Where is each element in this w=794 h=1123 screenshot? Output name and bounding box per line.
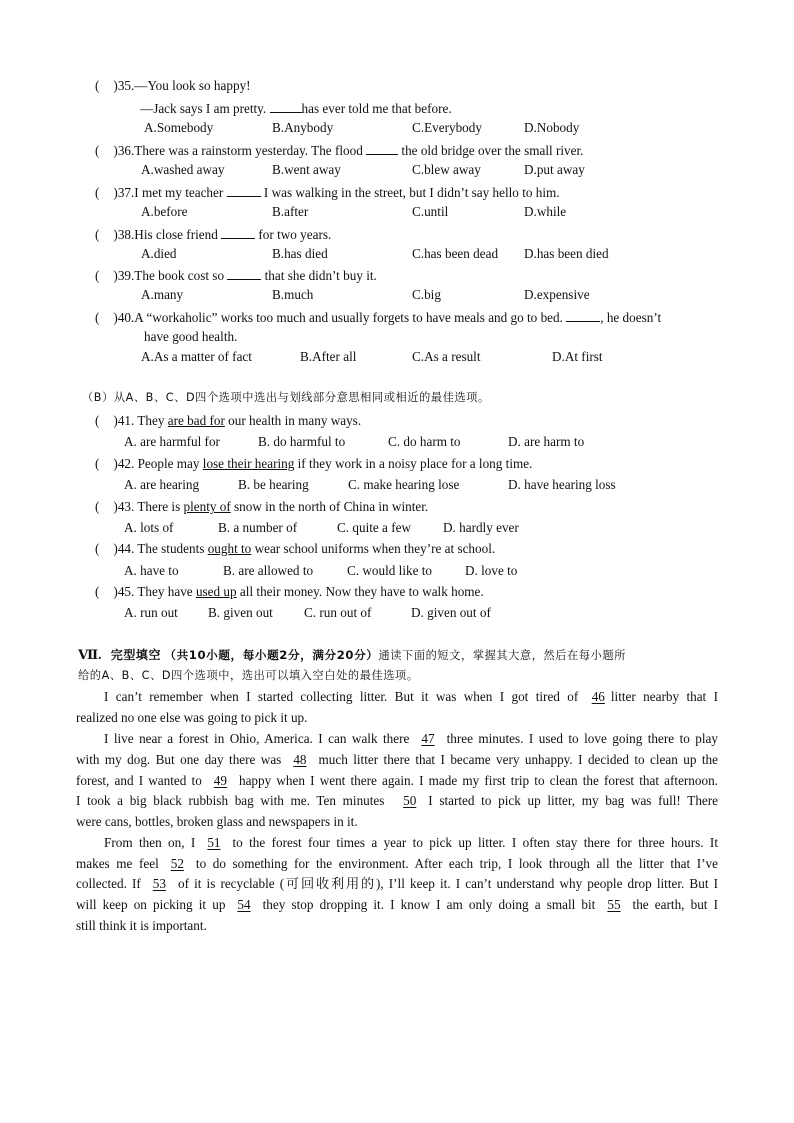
option-b: B. be hearing (238, 477, 309, 492)
section-instruction: 通读下面的短文，掌握其大意，然后在每小题所 (378, 649, 627, 662)
passage-line: I took a big black rubbish bag with me. Ten minutes 50 I started to pick up litter, my bag was full! There (76, 793, 719, 808)
option-d: D.has been died (524, 246, 609, 261)
option-d: D. given out of (411, 605, 491, 620)
option-c: C.big (412, 287, 441, 302)
option-d: D.put away (524, 162, 585, 177)
question-35-line2: —Jack says I am pretty. has ever told me that before. (140, 101, 452, 116)
answer-paren-open[interactable]: ( (95, 541, 100, 556)
option-b: B.Anybody (272, 120, 334, 135)
passage-line: forest, and I wanted to 49 happy when I went there again. I made my first trip to clean the forest that afternoon. (76, 773, 718, 788)
question-45: ( )45. They have used up all their money. Now they have to walk home. (95, 584, 484, 599)
blank-47[interactable]: 47 (421, 731, 435, 746)
answer-blank (566, 308, 600, 322)
section-numeral: Ⅶ. (78, 647, 102, 662)
option-a: A. are hearing (124, 477, 200, 492)
underlined-phrase: lose their hearing (202, 456, 295, 471)
passage-line: realized no one else was going to pick it up. (76, 710, 308, 725)
option-a: A.washed away (141, 162, 225, 177)
option-d: D. hardly ever (443, 520, 519, 535)
option-a: A.died (141, 246, 177, 261)
option-c: C.has been dead (412, 246, 499, 261)
answer-blank (221, 225, 255, 239)
option-d: D.while (524, 204, 567, 219)
option-b: B.after (272, 204, 309, 219)
section-scoring: （共10小题，每小题2分，满分20分） (164, 648, 379, 662)
option-d: D. have hearing loss (508, 477, 616, 492)
blank-55[interactable]: 55 (607, 897, 621, 912)
option-d: D. are harm to (508, 434, 585, 449)
question-36: ( )36.There was a rainstorm yesterday. The flood the old bridge over the small river. (95, 143, 584, 158)
answer-blank (366, 141, 398, 155)
answer-paren-open[interactable]: ( (95, 584, 100, 599)
answer-paren-open[interactable]: ( (95, 499, 100, 514)
answer-paren-open[interactable]: ( (95, 310, 100, 325)
question-42: ( )42. People may lose their hearing if they work in a noisy place for a long time. (95, 456, 533, 471)
answer-blank (227, 183, 261, 197)
section-heading (78, 647, 718, 664)
option-b: B.went away (272, 162, 341, 177)
underlined-phrase: plenty of (183, 499, 231, 514)
answer-paren-open[interactable]: ( (95, 456, 100, 471)
option-d: D. love to (465, 563, 518, 578)
option-c: C. run out of (304, 605, 372, 620)
passage-line: collected. If 53 of it is recyclable (可回收利用的), I’ll keep it. I can’t understand why people drop litter. But I (76, 876, 718, 891)
option-a: A.Somebody (144, 120, 214, 135)
answer-blank (270, 99, 302, 113)
question-38: ( )38.His close friend for two years. (95, 227, 332, 242)
passage-line: I can’t remember when I started collecting litter. But it was when I got tired of 46 litter nearby that I (104, 689, 719, 704)
option-b: B. a number of (218, 520, 298, 535)
question-41: ( )41. They are bad for our health in many ways. (95, 413, 362, 428)
blank-46[interactable]: 46 (591, 689, 605, 704)
passage-line: makes me feel 52 to do something for the environment. After each trip, I look through all the litter that I’ve (76, 856, 718, 871)
blank-52[interactable]: 52 (170, 856, 184, 871)
blank-50[interactable]: 50 (403, 793, 417, 808)
option-b: B.much (272, 287, 314, 302)
option-c: C.Everybody (412, 120, 482, 135)
passage-line: will keep on picking it up 54 they stop dropping it. I know I am only doing a small bit 55 the earth, but I (76, 897, 718, 912)
option-b: B.After all (300, 349, 357, 364)
blank-49[interactable]: 49 (213, 773, 227, 788)
answer-paren-open[interactable]: ( (95, 413, 100, 428)
passage-line: From then on, I 51 to the forest four times a year to pick up litter. I often stay there for three hours. It (104, 835, 718, 850)
option-c: C.As a result (412, 349, 481, 364)
section-title: 完型填空 (110, 648, 162, 662)
blank-51[interactable]: 51 (207, 835, 221, 850)
option-c: C.blew away (412, 162, 481, 177)
option-a: A. lots of (124, 520, 174, 535)
option-d: D.At first (552, 349, 603, 364)
question-37: ( )37.I met my teacher I was walking in the street, but I didn’t say hello to him. (95, 185, 560, 200)
passage-line: were cans, bottles, broken glass and newspapers in it. (76, 814, 358, 829)
underlined-phrase: are bad for (167, 413, 225, 428)
option-a: A.As a matter of fact (141, 349, 252, 364)
option-c: C.until (412, 204, 449, 219)
question-40-line2: have good health. (144, 329, 238, 344)
answer-paren-open[interactable]: ( (95, 268, 100, 283)
option-a: A. run out (124, 605, 178, 620)
passage-line: with my dog. But one day there was 48 much litter there that I became very unhappy. I decided to clean up the (76, 752, 718, 767)
blank-54[interactable]: 54 (237, 897, 251, 912)
answer-paren-open[interactable]: ( (95, 143, 100, 158)
answer-blank (227, 266, 261, 280)
option-c: C. make hearing lose (348, 477, 460, 492)
option-b: B. given out (208, 605, 273, 620)
question-44: ( )44. The students ought to wear school uniforms when they’re at school. (95, 541, 496, 556)
passage-line: I live near a forest in Ohio, America. I can walk there 47 three minutes. I used to love going there to play (104, 731, 718, 746)
question-stem: —You look so happy! (134, 78, 251, 93)
option-a: A.many (141, 287, 184, 302)
answer-paren-open[interactable]: ( (95, 227, 100, 242)
option-a: A.before (141, 204, 188, 219)
option-d: D.expensive (524, 287, 590, 302)
blank-53[interactable]: 53 (152, 876, 166, 891)
underlined-phrase: ought to (207, 541, 252, 556)
question-number: 35. (117, 78, 135, 93)
blank-48[interactable]: 48 (293, 752, 307, 767)
question-43: ( )43. There is plenty of snow in the north of China in winter. (95, 499, 429, 514)
option-c: C. do harm to (388, 434, 461, 449)
question-39: ( )39.The book cost so that she didn’t buy it. (95, 268, 377, 283)
option-d: D.Nobody (524, 120, 580, 135)
passage-line: still think it is important. (76, 918, 207, 933)
answer-paren-open[interactable]: ( (95, 78, 100, 93)
option-b: B.has died (272, 246, 328, 261)
question-35: ( )35.—You look so happy! (95, 78, 251, 93)
option-c: C. would like to (347, 563, 432, 578)
part-b-heading: （B）从A、B、C、D四个选项中选出与划线部分意思相同或相近的最佳选项。 (82, 391, 490, 404)
option-b: B. do harmful to (258, 434, 346, 449)
option-c: C. quite a few (337, 520, 411, 535)
option-b: B. are allowed to (223, 563, 314, 578)
section-instruction-line2: 给的A、B、C、D四个选项中，选出可以填入空白处的最佳选项。 (78, 669, 419, 682)
question-40: ( )40.A “workaholic” works too much and usually forgets to have meals and go to bed. , he doesn’t (95, 310, 662, 325)
option-a: A. are harmful for (124, 434, 220, 449)
option-a: A. have to (124, 563, 179, 578)
underlined-phrase: used up (195, 584, 237, 599)
answer-paren-open[interactable]: ( (95, 185, 100, 200)
